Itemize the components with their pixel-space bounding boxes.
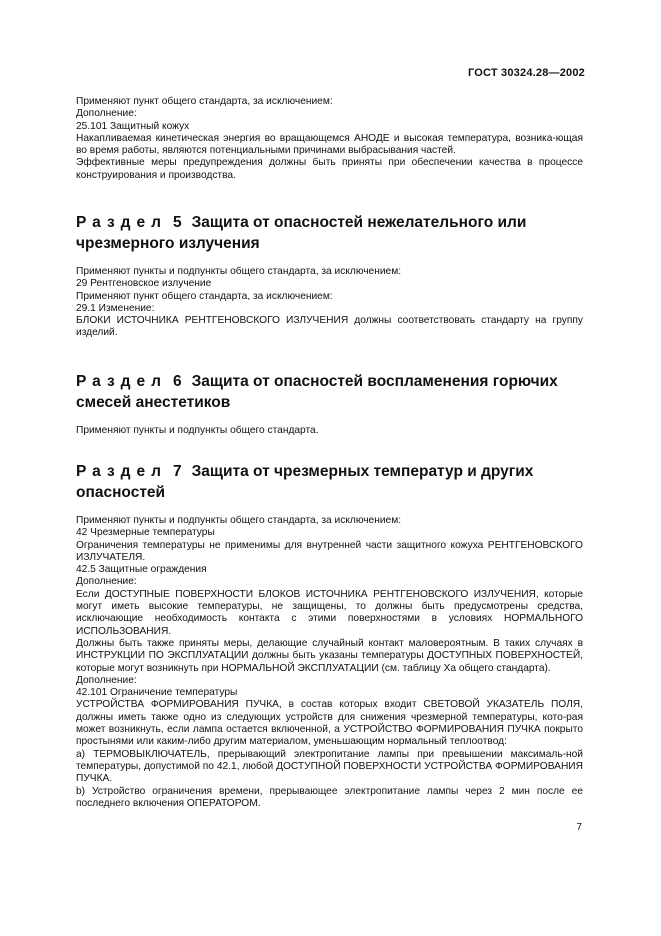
section-number: 7 — [172, 463, 182, 480]
list-item-a: a) ТЕРМОВЫКЛЮЧАТЕЛЬ, прерывающий электропитание лампы при превышении максималь-ной температуры, допустимой по 42.1, любой ДОСТУПНОЙ ПОВЕРХНОСТИ УСТРОЙСТВА ФОРМИРОВАНИЯ ПУЧКА. — [76, 748, 583, 785]
section-title: Защита от опасностей воспламенения горючих смесей анестетиков — [76, 373, 558, 411]
block-clause-25 — [76, 96, 583, 182]
clause-heading: 29.1 Изменение: — [76, 302, 155, 314]
section-word: Раздел — [76, 214, 167, 231]
section-5-heading — [76, 212, 596, 254]
section-title: Защита от опасностей нежелательного или чрезмерного излучения — [76, 214, 527, 252]
page-number: 7 — [576, 822, 582, 833]
block-section-6 — [76, 425, 583, 437]
block-clause-29 — [76, 266, 583, 340]
section-7-heading — [76, 461, 596, 503]
paragraph: Дополнение: — [76, 576, 137, 588]
paragraph: Ограничения температуры не применимы для внутренней части защитного кожуха РЕНТГЕНОВСКОГО ИЗЛУЧАТЕЛЯ. — [76, 539, 583, 563]
section-6-heading — [76, 371, 596, 413]
paragraph: Накапливаемая кинетическая энергия во вращающемся АНОДЕ и высокая температура, возника-ющая во время работы, являются потенциальными причинами выбрасывания частей. — [76, 132, 583, 157]
section-word: Раздел — [76, 373, 167, 390]
clause-heading: 29 Рентгеновское излучение — [76, 278, 212, 290]
paragraph: БЛОКИ ИСТОЧНИКА РЕНТГЕНОВСКОГО ИЗЛУЧЕНИЯ должны соответствовать стандарту на группу изделий. — [76, 315, 583, 339]
paragraph: Должны быть также приняты меры, делающие случайный контакт маловероятным. В таких случаях в ИНСТРУКЦИИ ПО ЭКСПЛУАТАЦИИ должны быть указаны температуры ДОСТУПНЫХ ПОВЕРХНОСТЕЙ, которые могут возникнуть при НОРМАЛЬНОЙ ЭКСПЛУАТАЦИИ (см. таблицу Xa общего стандарта). — [76, 637, 583, 674]
standard-header: ГОСТ 30324.28—2002 — [467, 67, 585, 79]
paragraph: Дополнение: — [76, 108, 137, 120]
list-item-b: b) Устройство ограничения времени, прерывающее электропитание лампы через 2 мин после ее последнего включения ОПЕРАТОРОМ. — [76, 785, 583, 809]
clause-heading: 25.101 Защитный кожух — [76, 120, 190, 132]
paragraph: Если ДОСТУПНЫЕ ПОВЕРХНОСТИ БЛОКОВ ИСТОЧНИКА РЕНТГЕНОВСКОГО ИЗЛУЧЕНИЯ, которые могут иметь высокие температуры, не защищены, то должны быть предусмотрены средства, исключающие необходимость контакта с этими поверхностями в условиях НОРМАЛЬНОГО ИСПОЛЬЗОВАНИЯ. — [76, 588, 583, 637]
section-number: 6 — [172, 373, 182, 390]
paragraph: Применяют пункт общего стандарта, за исключением: — [76, 96, 333, 107]
paragraph: Применяют пункты и подпункты общего стандарта, за исключением: — [76, 266, 402, 277]
paragraph: УСТРОЙСТВА ФОРМИРОВАНИЯ ПУЧКА, в состав которых входит СВЕТОВОЙ УКАЗАТЕЛЬ ПОЛЯ, должны иметь также одно из следующих устройств для снижения чрезмерной температуры, кото-рая может возникнуть, если лампа остается включенной, а УСТРОЙСТВО ФОРМИРОВАНИЯ ПУЧКА покрыто простынями или каким-либо другим материалом, уменьшающим нормальный теплоотвод: — [76, 699, 583, 748]
section-word: Раздел — [76, 463, 167, 480]
clause-heading: 42.101 Ограничение температуры — [76, 687, 238, 699]
paragraph: Дополнение: — [76, 674, 137, 686]
block-clause-42 — [76, 515, 583, 810]
paragraph: Применяют пункты и подпункты общего стандарта, за исключением: — [76, 515, 402, 526]
section-title: Защита от чрезмерных температур и других опасностей — [76, 463, 534, 501]
paragraph: Применяют пункт общего стандарта, за исключением: — [76, 290, 333, 302]
paragraph: Применяют пункты и подпункты общего стандарта. — [76, 425, 319, 436]
clause-heading: 42 Чрезмерные температуры — [76, 527, 215, 539]
section-number: 5 — [172, 214, 182, 231]
paragraph: Эффективные меры предупреждения должны быть приняты при обеспечении качества в процессе конструирования и производства. — [76, 157, 583, 181]
clause-heading: 42.5 Защитные ограждения — [76, 564, 207, 576]
